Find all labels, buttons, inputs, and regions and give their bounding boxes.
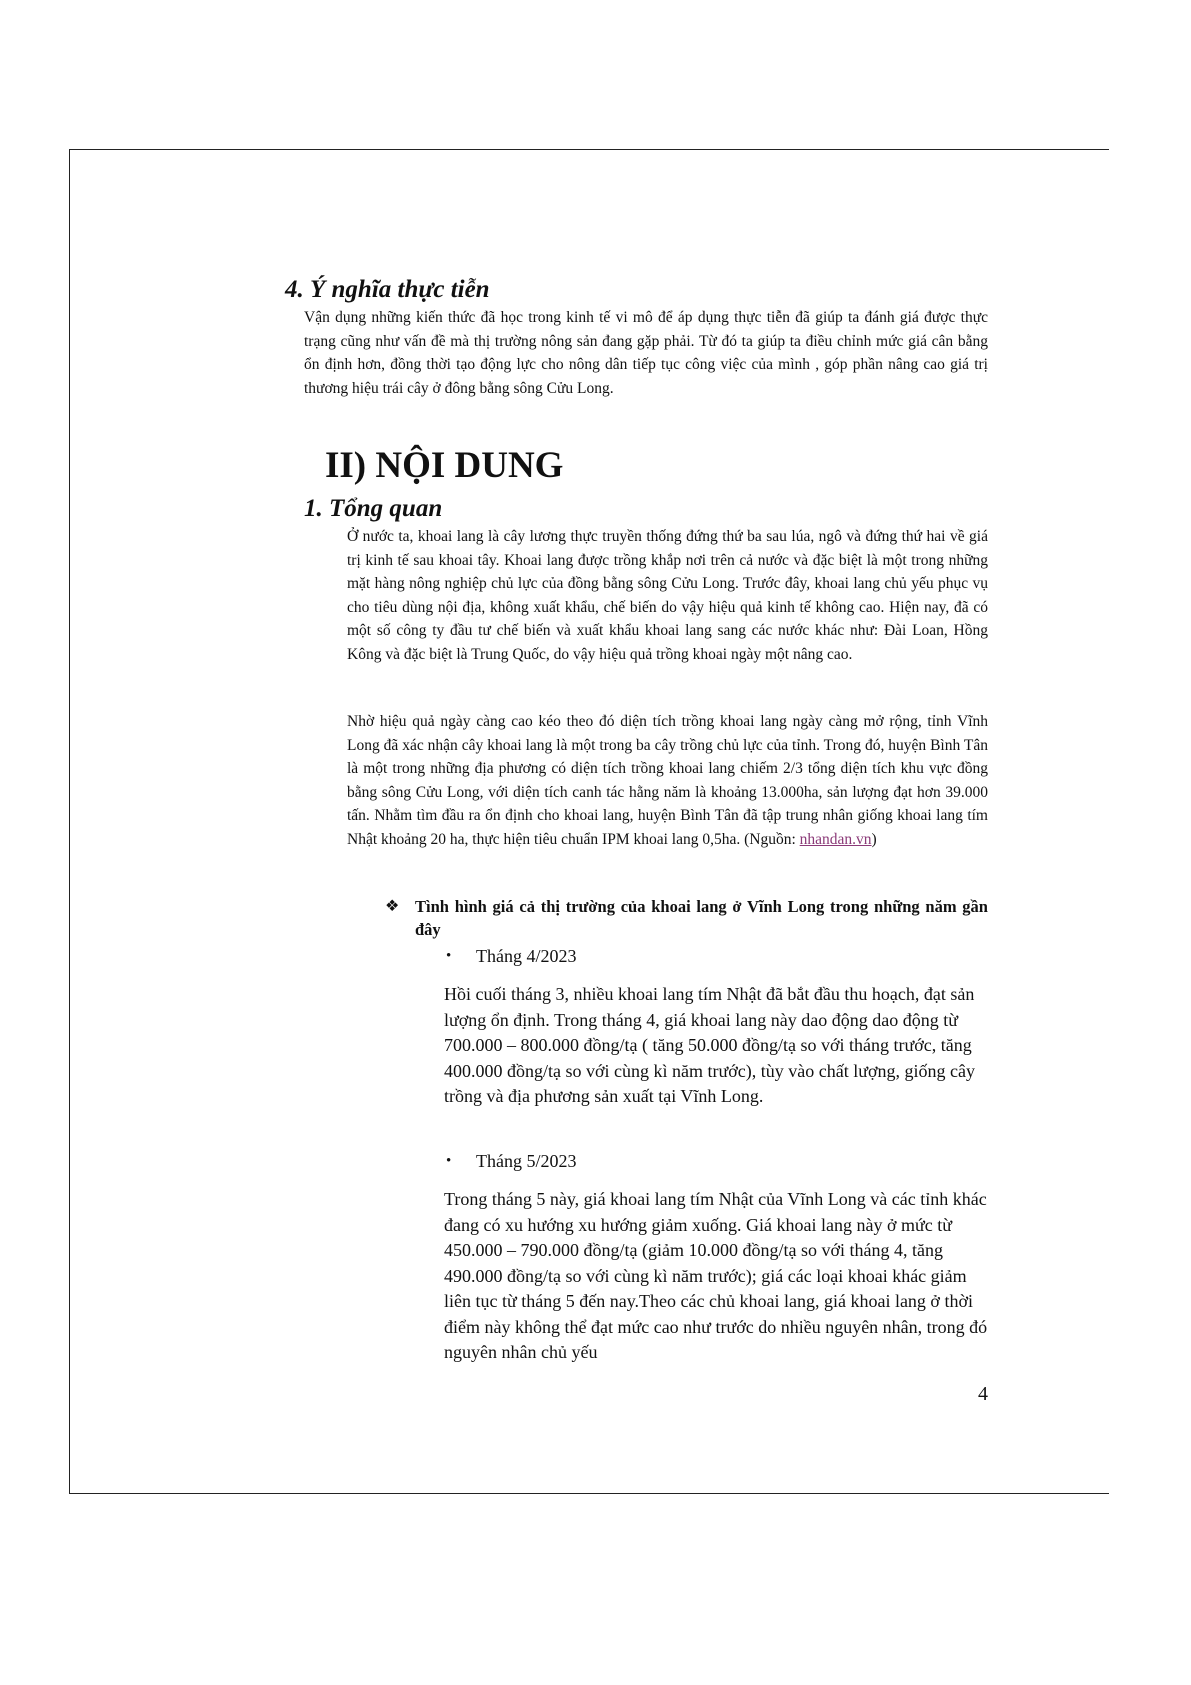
paragraph-text: Trong tháng 5 này, giá khoai lang tím Nhật của Vĩnh Long và các tỉnh khác đang có xu hướng xu hướng giảm xuống. Giá khoai lang này ở mức từ 450.000 – 790.000 đồng/tạ (giảm 10.000 đồng/tạ so với tháng 4, tăng 490.000 đồng/tạ so với cùng kì năm trước); giá các loại khoai khác giảm liên tục từ tháng 5 đến nay.Theo các chủ khoai lang, giá khoai lang ở thời điểm này không thể đạt mức cao như trước do nhiều nguyên nhân, trong đó nguyên nhân chủ yếu [444, 1189, 988, 1362]
paragraph-body: Nhờ hiệu quả ngày càng cao kéo theo đó diện tích trồng khoai lang ngày càng mở rộng, tỉnh Vĩnh Long đã xác nhận cây khoai lang là một trong ba cây trồng chủ lực của tỉnh. Trong đó, huyện Bình Tân là một trong những địa phương có diện tích trồng khoai lang chiếm 2/3 tổng diện tích khu vực đồng bằng sông Cửu Long, với diện tích canh tác hằng năm là khoảng 13.000ha, sản lượng đạt hơn 39.000 tấn. Nhằm tìm đầu ra ổn định cho khoai lang, huyện Bình Tân đã tập trung nhân giống khoai lang tím Nhật khoảng 20 ha, thực hiện tiêu chuẩn IPM khoai lang 0,5ha. (Nguồn: [347, 713, 988, 848]
part-heading-content [325, 444, 825, 488]
paragraph-end: ) [871, 830, 877, 848]
market-heading-row [385, 895, 988, 941]
market-heading: Tình hình giá cả thị trường của khoai lang ở Vĩnh Long trong những năm gần đây [415, 897, 988, 939]
subsection-heading-text: 1. Tổng quan [304, 495, 443, 522]
month-label: Tháng 4/2023 [476, 946, 577, 966]
page-number: 4 [978, 1383, 988, 1405]
month-5-paragraph [444, 1187, 989, 1366]
overview-paragraph-1 [347, 525, 988, 666]
practical-meaning-paragraph [304, 306, 988, 400]
part-heading-text: II) NỘI DUNG [325, 445, 564, 486]
bullet-dot-icon: • [446, 1153, 452, 1169]
paragraph-text: Ở nước ta, khoai lang là cây lương thực truyền thống đứng thứ ba sau lúa, ngô và đứng thứ hai về giá trị kinh tế sau khoai tây. Khoai lang được trồng khắp nơi trên cả nước và đặc biệt là một trong những mặt hàng nông nghiệp chủ lực của đồng bằng sông Cửu Long. Trước đây, khoai lang chủ yếu phục vụ cho tiêu dùng nội địa, không xuất khẩu, chế biến do vậy hiệu quả kinh tế không cao. Hiện nay, đã có một số công ty đầu tư chế biến và xuất khẩu khoai lang sang các nước khác như: Đài Loan, Hồng Kông và đặc biệt là Trung Quốc, do vậy hiệu quả trồng khoai ngày một nâng cao. [347, 528, 988, 663]
bullet-dot-icon: • [446, 948, 452, 964]
month-4-paragraph [444, 982, 989, 1110]
list-item-month-5 [446, 1149, 746, 1174]
section-heading-text: 4. Ý nghĩa thực tiễn [285, 276, 490, 303]
subsection-heading-overview [304, 494, 704, 524]
section-heading-practical-meaning [285, 275, 685, 305]
list-item-month-4 [446, 944, 746, 969]
month-label: Tháng 5/2023 [476, 1151, 577, 1171]
source-link[interactable]: nhandan.vn [799, 830, 872, 848]
paragraph-text: Vận dụng những kiến thức đã học trong kinh tế vi mô để áp dụng thực tiễn đã giúp ta đánh giá được thực trạng cũng như vấn đề mà thị trường nông sản đang gặp phải. Từ đó ta giúp ta điều chỉnh mức giá cân bằng ổn định hơn, đồng thời tạo động lực cho nông dân tiếp tục công việc của mình , góp phần nâng cao giá trị thương hiệu trái cây ở đông bằng sông Cửu Long. [304, 309, 988, 397]
paragraph-text [347, 710, 988, 851]
diamond-bullet-icon: ❖ [385, 898, 400, 915]
paragraph-text: Hồi cuối tháng 3, nhiều khoai lang tím Nhật đã bắt đầu thu hoạch, đạt sản lượng ổn định. Trong tháng 4, giá khoai lang này dao động dao động từ 700.000 – 800.000 đồng/tạ ( tăng 50.000 đồng/tạ so với tháng trước, tăng 400.000 đồng/tạ so với cùng kì năm trước), tùy vào chất lượng, giống cây trồng và địa phương sản xuất tại Vĩnh Long. [444, 984, 975, 1106]
overview-paragraph-2 [347, 710, 988, 851]
